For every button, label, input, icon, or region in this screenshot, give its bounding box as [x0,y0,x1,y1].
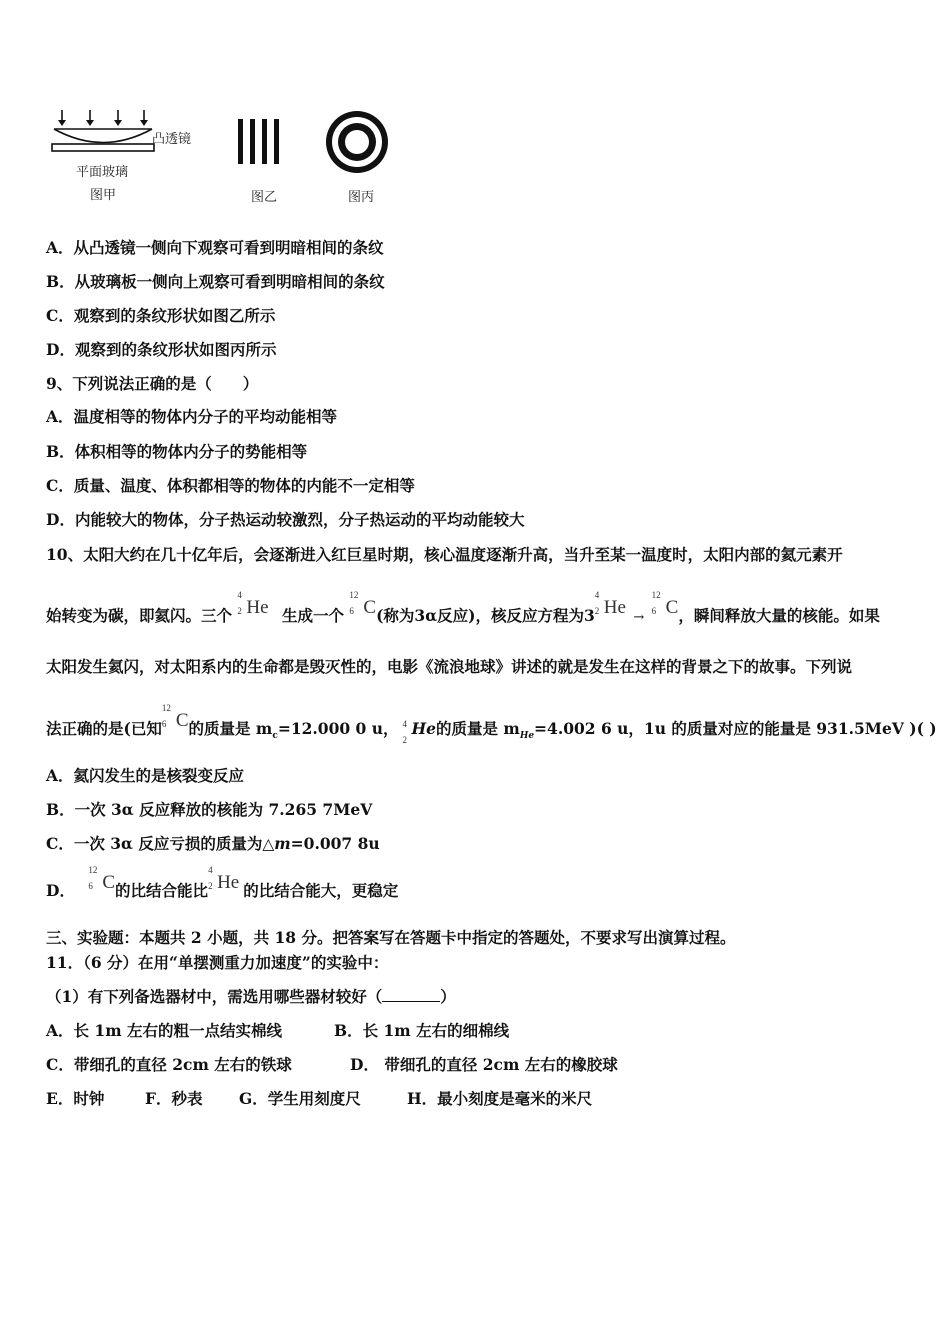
carbon-12-nuclide [651,590,679,627]
nuclide-charge: 6 [651,606,657,616]
nuclide-mass: 12 [349,590,359,600]
q10-text: ，瞬间释放大量的核能。如果 [678,606,880,625]
q9-option-d: D．内能较大的物体，分子热运动较激烈，分子热运动的平均动能较大 [46,510,525,529]
figure-bing-rings [322,108,392,176]
nuclide-mass: 4 [594,590,600,600]
q11-option-b: B．长 1m 左右的细棉线 [334,1021,510,1040]
section-3-heading: 三、实验题：本题共 2 小题，共 18 分。把答案写在答题卡中指定的答题处，不要求写出演算过程。 [46,928,736,947]
q11-option-d: D． 带细孔的直径 2cm 左右的橡胶球 [350,1055,618,1074]
mass-subscript: He [519,731,535,742]
figure-jia-caption: 图甲 [90,188,117,203]
q11-sub1 [46,985,456,1007]
answer-blank[interactable] [382,989,440,1002]
q11-option-a: A．长 1m 左右的粗一点结实棉线 [46,1021,283,1040]
q10-option-c [46,832,380,854]
nuclide-charge: 2 [594,606,600,616]
q11-option-e: E．时钟 [46,1089,105,1108]
q10-text: (称为3α反应)，核反应方程为3 [376,606,595,625]
q10-text: 的质量是 m [436,719,520,738]
q11-stem: 11．（6 分）在用“单摆测重力加速度”的实验中： [46,953,389,972]
figure-yi-caption: 图乙 [251,190,278,205]
carbon-12-nuclide [88,865,116,902]
nuclide-mass: 12 [161,703,171,713]
q10-text: 始转变为碳，即氦闪。三个 [46,606,233,625]
q11-option-c: C．带细孔的直径 2cm 左右的铁球 [46,1055,292,1074]
figure-bing-caption: 图丙 [348,190,375,205]
nuclide-symbol: C [102,872,116,893]
nuclide-symbol: C [363,597,377,618]
nuclide-charge: 2 [208,881,213,891]
q10-text: =4.002 6 u，1u 的质量对应的能量是 931.5MeV )( ) [534,719,937,738]
nuclide-charge: 2 [402,735,407,745]
q8-option-b: B．从玻璃板一侧向上观察可看到明暗相间的条纹 [46,272,385,291]
nuclide-symbol: C [175,710,189,731]
figure-yi-fringes [236,118,286,166]
q11-option-f: F．秒表 [145,1089,203,1108]
carbon-12-nuclide [349,590,377,627]
q8-option-c: C．观察到的条纹形状如图乙所示 [46,306,276,325]
q9-option-a: A．温度相等的物体内分子的平均动能相等 [46,407,338,426]
q10-text: =0.007 8u [290,834,380,853]
q10-text: C．一次 3α 反应亏损的质量为△ [46,834,275,853]
q10-stem-line1: 10、太阳大约在几十亿年后，会逐渐进入红巨星时期，核心温度逐渐升高，当升至某一温度时，太阳内部的氦元素开 [46,545,843,564]
helium-4-nuclide [208,865,240,902]
q11-option-h: H．最小刻度是毫米的米尺 [407,1089,593,1108]
q10-text: D． [46,881,75,900]
q10-text: 生成一个 [281,606,344,625]
nuclide-symbol: He [603,597,626,618]
q10-text: 法正确的是(已知 [46,719,162,738]
nuclide-mass: 4 [402,719,407,729]
q10-text: 的质量是 m [188,719,273,738]
nuclide-symbol: C [665,597,679,618]
q10-option-a: A．氦闪发生的是核裂变反应 [46,766,245,785]
nuclide-charge: 6 [161,719,167,729]
q11-text: ） [440,987,456,1006]
nuclide-charge: 6 [349,606,354,616]
flat-glass-label: 平面玻璃 [76,165,129,180]
q8-option-a: A．从凸透镜一侧向下观察可看到明暗相间的条纹 [46,238,384,257]
nuclide-charge: 6 [88,881,93,891]
nuclide-mass: 4 [237,590,242,600]
q10-stem-line2 [46,590,880,627]
mass-symbol: m [274,834,291,853]
q9-option-b: B．体积相等的物体内分子的势能相等 [46,442,308,461]
nuclide-mass: 12 [88,865,98,875]
helium-4-nuclide [237,590,269,627]
q11-option-g: G．学生用刻度尺 [239,1089,361,1108]
q10-stem-line3: 太阳发生氦闪，对太阳系内的生命都是毁灭性的，电影《流浪地球》讲述的就是发生在这样的背景之下的故事。下列说 [46,657,853,676]
q9-stem: 9、下列说法正确的是（ ） [46,374,259,393]
carbon-12-nuclide [161,703,189,740]
q10-text: =12.000 0 u， [277,719,399,738]
nuclide-mass: 4 [208,865,213,875]
q10-text: 的比结合能大，更稳定 [243,881,399,900]
nuclide-symbol: He [246,597,269,618]
nuclide-charge: 2 [237,606,242,616]
nuclide-symbol: He [217,872,240,893]
q11-text: （1）有下列备选器材中，需选用哪些器材较好（ [46,987,383,1006]
q8-option-d: D．观察到的条纹形状如图丙所示 [46,340,277,359]
helium-4-nuclide [594,590,626,627]
reaction-arrow: → [633,610,645,625]
q9-option-c: C．质量、温度、体积都相等的物体的内能不一定相等 [46,476,415,495]
q10-text: 的比结合能比 [115,881,209,900]
figure-jia-diagram [48,106,158,162]
q10-stem-line4 [46,703,937,745]
q10-option-d [46,865,399,902]
q10-option-b: B．一次 3α 反应释放的核能为 7.265 7MeV [46,800,373,819]
nuclide-mass: 12 [651,590,661,600]
helium-italic-symbol: He [411,719,436,738]
mass-subscript: c [272,731,278,742]
convex-lens-label: 凸透镜 [152,132,192,147]
